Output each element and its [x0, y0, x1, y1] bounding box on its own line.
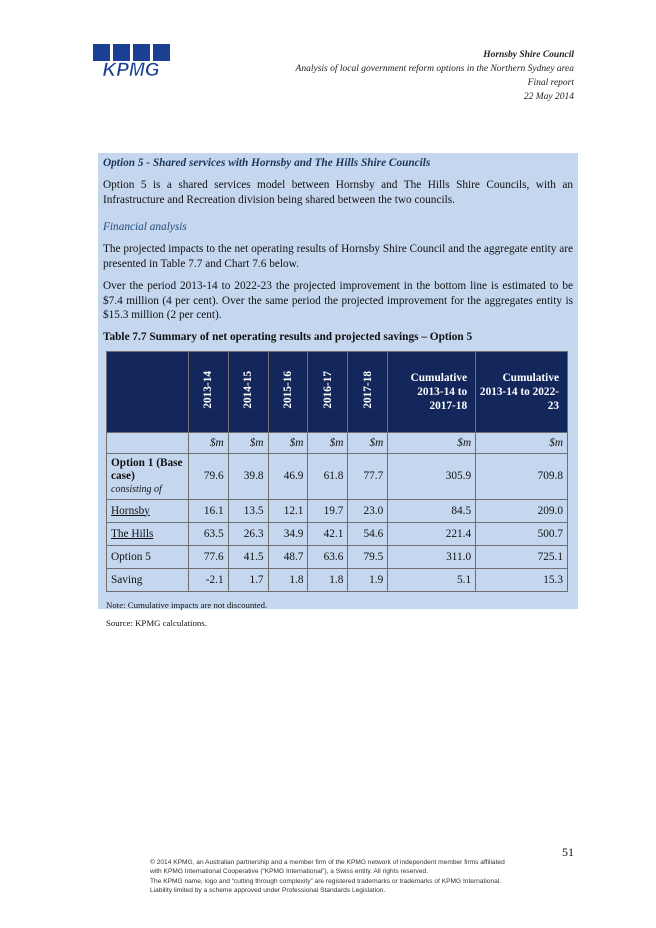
table-cell: 41.5 [228, 545, 268, 568]
report-status: Final report [527, 78, 574, 88]
results-table [106, 351, 568, 592]
report-title: Analysis of local government reform options in the Northern Sydney area [295, 64, 574, 74]
table-row [107, 499, 568, 522]
section-title: Option 5 - Shared services with Hornsby and The Hills Shire Councils [103, 157, 431, 169]
table-title: Table 7.7 Summary of net operating results and projected savings – Option 5 [103, 330, 473, 343]
table-cell: 26.3 [228, 522, 268, 545]
organisation-name: Hornsby Shire Council [483, 50, 574, 60]
table-cell: 42.1 [308, 522, 348, 545]
table-cell: 1.8 [268, 568, 308, 591]
row-label: Hornsby [107, 499, 189, 522]
table-row [107, 453, 568, 499]
column-header: 2015-16 [268, 351, 308, 432]
table-cell: 500.7 [476, 522, 568, 545]
unit-cell: $m [388, 432, 476, 453]
unit-cell: $m [308, 432, 348, 453]
footer-line: © 2014 KPMG, an Australian partnership and a member firm of the KPMG network of independent member firms affiliated [150, 859, 505, 866]
logo-text: KPMG [102, 60, 160, 78]
table-cell: 77.7 [348, 453, 388, 499]
page-number: 51 [562, 845, 574, 859]
unit-cell: $m [228, 432, 268, 453]
column-header: 2016-17 [308, 351, 348, 432]
table-cell: 54.6 [348, 522, 388, 545]
kpmg-logo [90, 44, 172, 78]
report-date: 22 May 2014 [523, 92, 574, 102]
table-cell: 19.7 [308, 499, 348, 522]
table-cell: 46.9 [268, 453, 308, 499]
unit-cell: $m [348, 432, 388, 453]
page-footer [150, 858, 530, 895]
intro-paragraph: Option 5 is a shared services model between Hornsby and The Hills Shire Councils, with an Infrastructure and Recreation division being shared between the two councils. [103, 179, 573, 206]
table-cell: 305.9 [388, 453, 476, 499]
subheading: Financial analysis [103, 221, 187, 233]
table-row [107, 522, 568, 545]
column-header: 2014-15 [228, 351, 268, 432]
row-label: Saving [107, 568, 189, 591]
column-header: 2013-14 [188, 351, 228, 432]
row-label: Option 5 [107, 545, 189, 568]
footer-line: Liability limited by a scheme approved under Professional Standards Legislation. [150, 886, 386, 894]
unit-cell: $m [188, 432, 228, 453]
table-note: Note: Cumulative impacts are not discounted. [106, 599, 268, 610]
table-cell: -2.1 [188, 568, 228, 591]
footer-line: with KPMG International Cooperative (“KPMG International”), a Swiss entity. All rights reserved. [150, 868, 429, 876]
unit-cell: $m [476, 432, 568, 453]
table-cell: 221.4 [388, 522, 476, 545]
header-blank [107, 351, 189, 432]
table-cell: 63.6 [308, 545, 348, 568]
table-header-row [107, 351, 568, 432]
page-header [296, 48, 574, 104]
table-source: Source: KPMG calculations. [106, 617, 207, 628]
table-row [107, 545, 568, 568]
table-cell: 709.8 [476, 453, 568, 499]
table-cell: 48.7 [268, 545, 308, 568]
table-cell: 725.1 [476, 545, 568, 568]
table-cell: 23.0 [348, 499, 388, 522]
table-row [107, 568, 568, 591]
column-header: Cumulative 2013-14 to 2022-23 [476, 351, 568, 432]
table-cell: 39.8 [228, 453, 268, 499]
row-label: The Hills [107, 522, 189, 545]
paragraph-2: Over the period 2013-14 to 2022-23 the projected improvement in the bottom line is estimated to be $7.4 million (4 per cent). Over the same period the projected improvement for the aggregates entity is $15.3 million (2 per cent). [103, 280, 573, 321]
row-label: Option 1 (Base case) consisting of [107, 453, 189, 499]
column-header: 2017-18 [348, 351, 388, 432]
table-cell: 34.9 [268, 522, 308, 545]
table-cell: 1.8 [308, 568, 348, 591]
units-blank [107, 432, 189, 453]
table-cell: 61.8 [308, 453, 348, 499]
option-5-panel [98, 153, 578, 628]
table-cell: 12.1 [268, 499, 308, 522]
table-cell: 79.6 [188, 453, 228, 499]
table-cell: 1.7 [228, 568, 268, 591]
table-cell: 84.5 [388, 499, 476, 522]
table-cell: 1.9 [348, 568, 388, 591]
units-row [107, 432, 568, 453]
table-cell: 209.0 [476, 499, 568, 522]
unit-cell: $m [268, 432, 308, 453]
table-cell: 79.5 [348, 545, 388, 568]
table-cell: 15.3 [476, 568, 568, 591]
table-cell: 13.5 [228, 499, 268, 522]
footer-line: The KPMG name, logo and “cutting through complexity” are registered trademarks or trademarks of KPMG International. [150, 877, 502, 885]
table-cell: 63.5 [188, 522, 228, 545]
table-cell: 5.1 [388, 568, 476, 591]
table-cell: 77.6 [188, 545, 228, 568]
column-header: Cumulative 2013-14 to 2017-18 [388, 351, 476, 432]
table-cell: 311.0 [388, 545, 476, 568]
table-cell: 16.1 [188, 499, 228, 522]
paragraph-1: The projected impacts to the net operating results of Hornsby Shire Council and the aggregate entity are presented in Table 7.7 and Chart 7.6 below. [103, 243, 573, 270]
